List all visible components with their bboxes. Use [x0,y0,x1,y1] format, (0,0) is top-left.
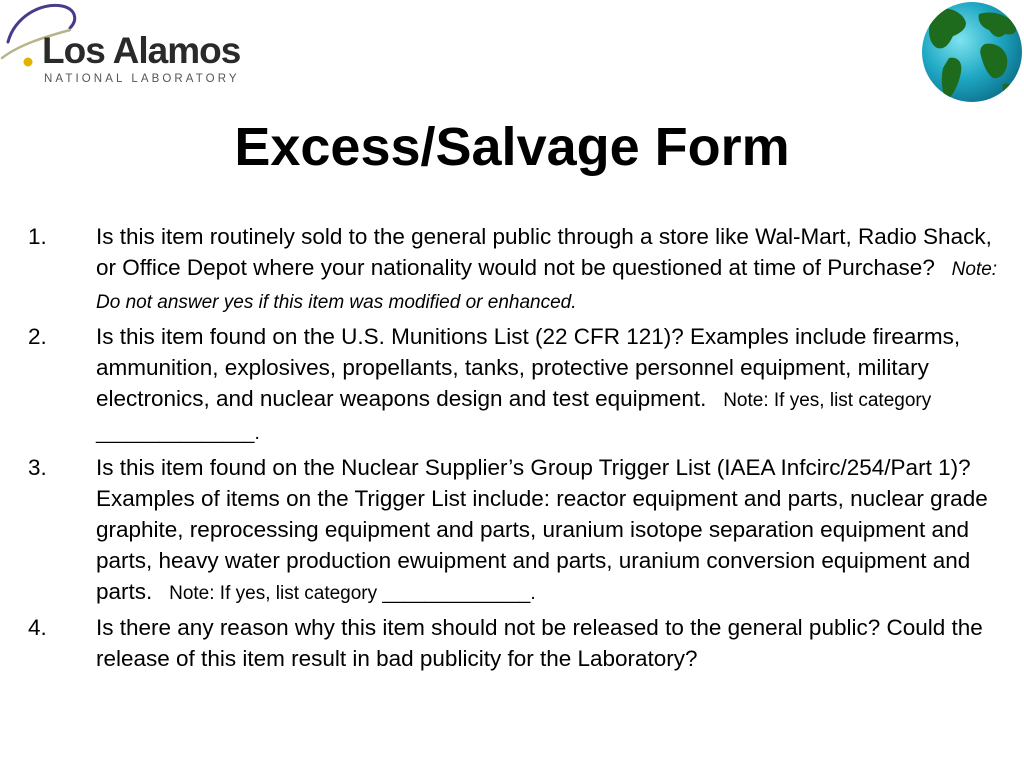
question-list [28,221,1008,677]
lanl-logo [0,0,250,95]
list-item [28,452,1008,609]
logo-subtitle: NATIONAL LABORATORY [44,73,240,85]
globe-icon [919,0,1024,104]
item-number: 2. [28,324,47,349]
list-item [28,612,1008,674]
item-note: Note: Do not answer yes if this item was modified or enhanced. [96,259,998,313]
list-item [28,321,1008,449]
page-title: Excess/Salvage Form [234,117,790,177]
item-number: 3. [28,455,47,480]
item-note: Note: If yes, list category _______________. [96,390,932,444]
item-number: 4. [28,615,47,640]
item-text: Is this item found on the U.S. Munitions List (22 CFR 121)? Examples include firearms, ammunition, explosives, propellants, tanks, protective personnel equipment, military electronics, and nuclear weapons design and test equipment. [96,324,961,411]
logo-name: Los Alamos [42,30,241,71]
item-note: Note: If yes, list category ______________. [158,583,536,604]
list-item [28,221,1008,318]
item-number: 1. [28,224,47,249]
item-text: Is this item routinely sold to the general public through a store like Wal-Mart, Radio Shack, or Office Depot where your nationality would not be questioned at time of Purchase? [96,224,992,280]
item-text: Is this item found on the Nuclear Supplier’s Group Trigger List (IAEA Infcirc/254/Part 1)? Examples of items on the Trigger List include: reactor equipment and parts, nuclear grade graphite, reprocessing equipment and parts, uranium isotope separation equipment and parts, heavy water production ewuipment and parts, uranium conversion equipment and parts. [96,455,988,604]
item-text: Is there any reason why this item should not be released to the general public? Could the release of this item result in bad publicity for the Laboratory? [96,615,983,671]
